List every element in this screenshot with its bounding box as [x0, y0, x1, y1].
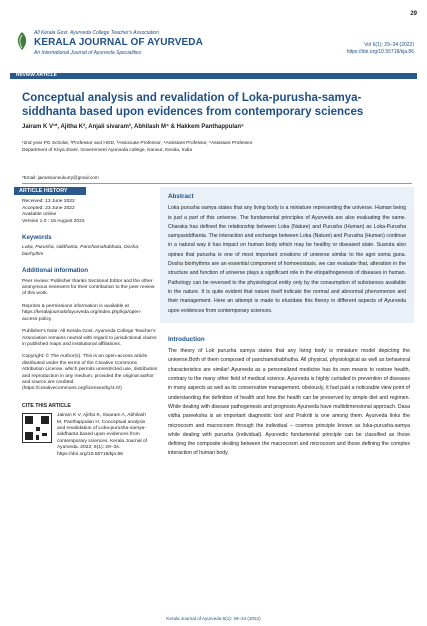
volume-info: Vol 6(1): 29–34 (2022) — [364, 42, 414, 48]
journal-name: KERALA JOURNAL OF AYURVEDA — [34, 37, 203, 48]
accepted-date: Accepted: 23 June 2022 — [22, 205, 75, 211]
doi-link[interactable]: https://doi.org/10.55718/kja.86 — [346, 49, 414, 55]
abstract-heading: Abstract — [168, 193, 194, 200]
peer-review-note: Peer review: Publisher thanks Sectional Editor and the other anonymous reviewers for their contribution to the peer review of this work. — [22, 278, 155, 297]
abstract-box — [160, 187, 414, 323]
article-type-label: REVIEW ARTICLE — [16, 73, 57, 78]
cite-heading: CITE THIS ARTICLE — [22, 402, 71, 409]
reprints-note[interactable]: Reprints & permissions information is available at https://keralajournalofayurveda.org/index.php/kja/open-access-policy — [22, 303, 142, 322]
abstract-text: Loka purusha samya states that any living body is a miniature representing the universe. Human being is just a part of this universe. The fundamental principles of Ayurveda are also evaluating the same. Charaka has defined the relationship between Loka (Nature) and Purusha (Human) as Loka-Purusha samyasiddhanta. The interaction and exchange between Loka (Nature) and Purusha (Human) continue in a natural way it has impact on human body which may be healthy or diseased state. Susruta also opines that purusha is one of most important creations of universe similar to the agni soma guna. Dosha biorhythms are an essential component of homoeostasis. we can evaluate that, alteration in the structure and function of universe plays a significant role in the etiopathogenesis of diseases in human. Pathology can be reversed to the physiological entity only by the consumption of substances available in the nature. It is quite evident that nature itself indicate the normal and abnormal phenomenon and their management. Here an attempt is made to elucidate this theory in different aspects of Ayurveda upon evidences from contemporary sciences. — [168, 205, 406, 314]
citation-text: Jairam K V, Ajitha K, Sivaram A, Abhilash M, Panthappulan H. Conceptual analysis and revalidation of Loka-purusha-samya-siddhanta based upon evidences from contemporary sciences. Kerala Journal of Ayurveda. 2022; 6(1): 29–34. https://doi.org/10.55718/kja.86 — [57, 413, 147, 457]
page-footer: Kerala Journal of Ayurveda 6(1): 29–34 (2022) — [166, 616, 261, 621]
journal-logo-icon — [14, 31, 30, 51]
version-info: Version 1.0 : 15 August 2022 — [22, 218, 85, 224]
article-sidebar — [14, 187, 158, 457]
history-heading: ARTICLE HISTORY — [14, 187, 86, 195]
additional-info-heading: Additional information — [22, 267, 88, 275]
affiliation-line: ¹2nd year PG Scholar, ²Professor and HOD, ³Associate Professor, ⁴Assistant Professor, ⁵Assistant Professor — [22, 141, 253, 146]
page-number: 29 — [410, 11, 417, 17]
introduction-text: The theory of Lok purusha samya states that any living body is miniature model depicting the universe.Both of them composed of panchamahabhutha. All physical, physiological as well as behavioral characteristics are similar¹.Ayurveda as a personalized medicine has its own means to restore health, contrary to the many other field of medical science. Ayurveda is highly curtailed in prevention of diseases in many aspects as well as its conservative management. obviously, it had paid a noticeable view point of understanding the definition of health and how the health can be preserved by simple diet and regimen. While dealing with disease pathogenesis and prognosis Ayurveda have multidimensional approach. Dasa vidha pareeksha is an important diagnostic tool and Prakriti is one among them. Ayurveda links the microcosm and macrocosm through the individual – cosmos principle known as loka-purusha-samya while dealing with purusha (individual). Ayurvedic fundamental principle can be classified as those defining the composite dealing between the macrocosm and microcosm and those defining the complex interaction of human body. — [168, 348, 410, 457]
article-history — [14, 199, 158, 225]
journal-tagline: An International Journal of Ayurveda Specialities — [34, 50, 142, 56]
affiliation-line: Department of Kriya sharir, Government Ayurveda college, Kannur, Kerala, India — [22, 148, 193, 153]
keywords: Loka, Purusha, siddhanta, Panchamahabhuta, Dosha, biorhythm — [22, 245, 140, 257]
article-type-banner — [10, 73, 417, 79]
affiliations — [22, 140, 412, 154]
introduction-section — [160, 335, 414, 459]
corresponding-email[interactable]: *Email: jairamkunnukurry@gmail.com — [22, 175, 99, 180]
author-list: Jairam K V¹*, Ajitha K², Anjali sivaram³, Abhilash M⁴ & Hakkem Panthappulan⁵ — [22, 124, 244, 130]
introduction-heading: Introduction — [168, 335, 205, 343]
article-title: Conceptual analysis and revalidation of Loka-purusha-samya-siddhanta based upon evidences from contemporary sciences — [22, 92, 364, 118]
available-online: Available online — [22, 212, 57, 218]
divider — [22, 183, 412, 184]
association-name: All Kerala Govt. Ayurveda College Teacher's Association — [34, 30, 159, 36]
qr-code-icon[interactable] — [22, 413, 52, 443]
received-date: Received: 13 June 2022 — [22, 199, 75, 205]
journal-header — [14, 30, 414, 70]
keywords-heading: Keywords — [22, 234, 52, 242]
copyright-note: Copyright: © The Author(s). This is an open-access article distributed under the terms of the Creative Commons Attribution License, which permits unrestricted use, distribution and reproduction in any medium, provided the original author and source are credited (https://creativecommons.org/licenses/by/4.0/) — [22, 354, 158, 392]
main-content — [160, 187, 414, 459]
publisher-note: Publisher's Note: All Kerala Govt. Ayurveda College Teacher's Association remains neutral with regard to jurisdictional claims in published maps and institutional affiliations. — [22, 329, 157, 347]
